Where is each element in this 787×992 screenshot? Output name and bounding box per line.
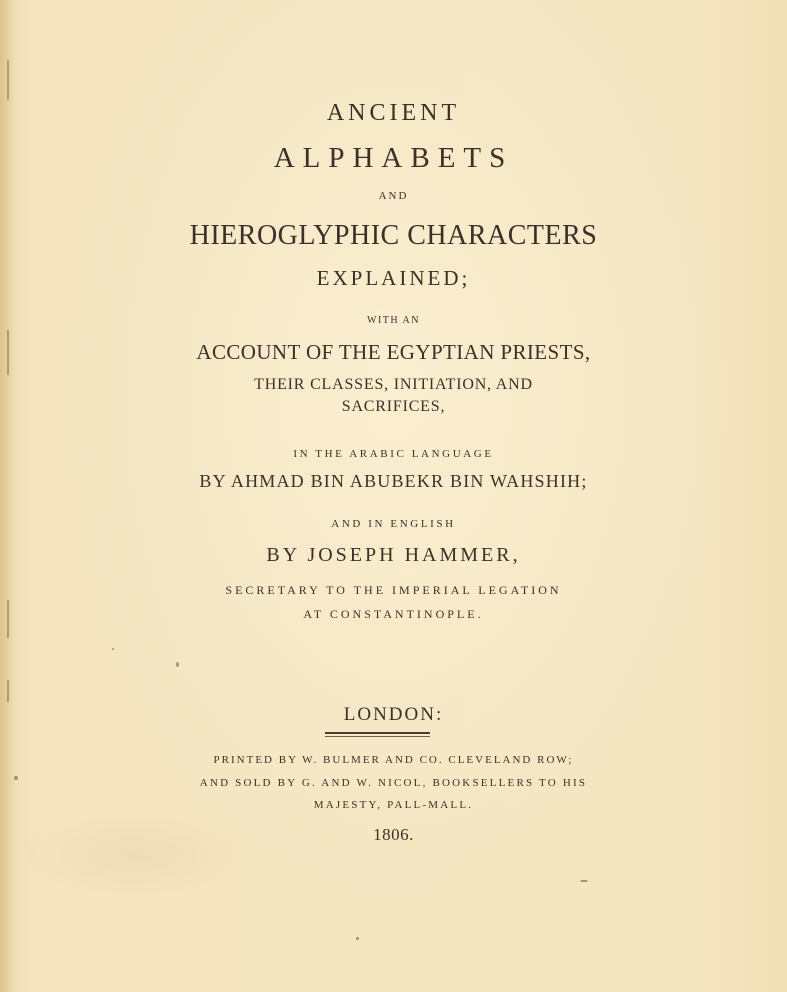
binding-stitch: [7, 680, 9, 702]
subtitle-sacrifices: SACRIFICES,: [341, 398, 446, 415]
imprint-seller: AND SOLD BY G. AND W. NICOL, BOOKSELLERS TO HIS: [199, 777, 588, 789]
imprint-printer: PRINTED BY W. BULMER AND CO. CLEVELAND ROW;: [213, 754, 574, 766]
title-alphabets: ALPHABETS: [273, 142, 514, 174]
title-explained: EXPLAINED;: [316, 266, 471, 290]
translator: BY JOSEPH HAMMER,: [266, 544, 521, 566]
imprint-year: 1806.: [373, 825, 414, 844]
translator-title: SECRETARY TO THE IMPERIAL LEGATION: [225, 583, 562, 597]
translation-note: AND IN ENGLISH: [331, 518, 456, 530]
subtitle-account: ACCOUNT OF THE EGYPTIAN PRIESTS,: [196, 340, 591, 364]
subtitle-classes: THEIR CLASSES, INITIATION, AND: [254, 376, 533, 393]
paper-speck: [580, 880, 588, 882]
paper-speck: [176, 662, 179, 667]
title-hieroglyphic-characters: HIEROGLYPHIC CHARACTERS: [189, 220, 598, 251]
imprint-rule-thin: [325, 736, 430, 737]
language-note: IN THE ARABIC LANGUAGE: [293, 448, 494, 460]
imprint-seller-continued: MAJESTY, PALL-MALL.: [313, 799, 474, 811]
translator-location: AT CONSTANTINOPLE.: [303, 607, 484, 621]
original-author: BY AHMAD BIN ABUBEKR BIN WAHSHIH;: [199, 471, 588, 491]
faded-pencil-marking: [20, 810, 250, 900]
paper-speck: [356, 937, 359, 940]
title-and: AND: [378, 190, 409, 202]
title-ancient: ANCIENT: [326, 100, 461, 126]
subtitle-with-an: WITH AN: [367, 315, 420, 326]
binding-stitch: [7, 60, 9, 100]
paper-speck: [112, 648, 114, 650]
imprint-place: LONDON:: [343, 704, 444, 725]
imprint-rule: [325, 732, 430, 734]
